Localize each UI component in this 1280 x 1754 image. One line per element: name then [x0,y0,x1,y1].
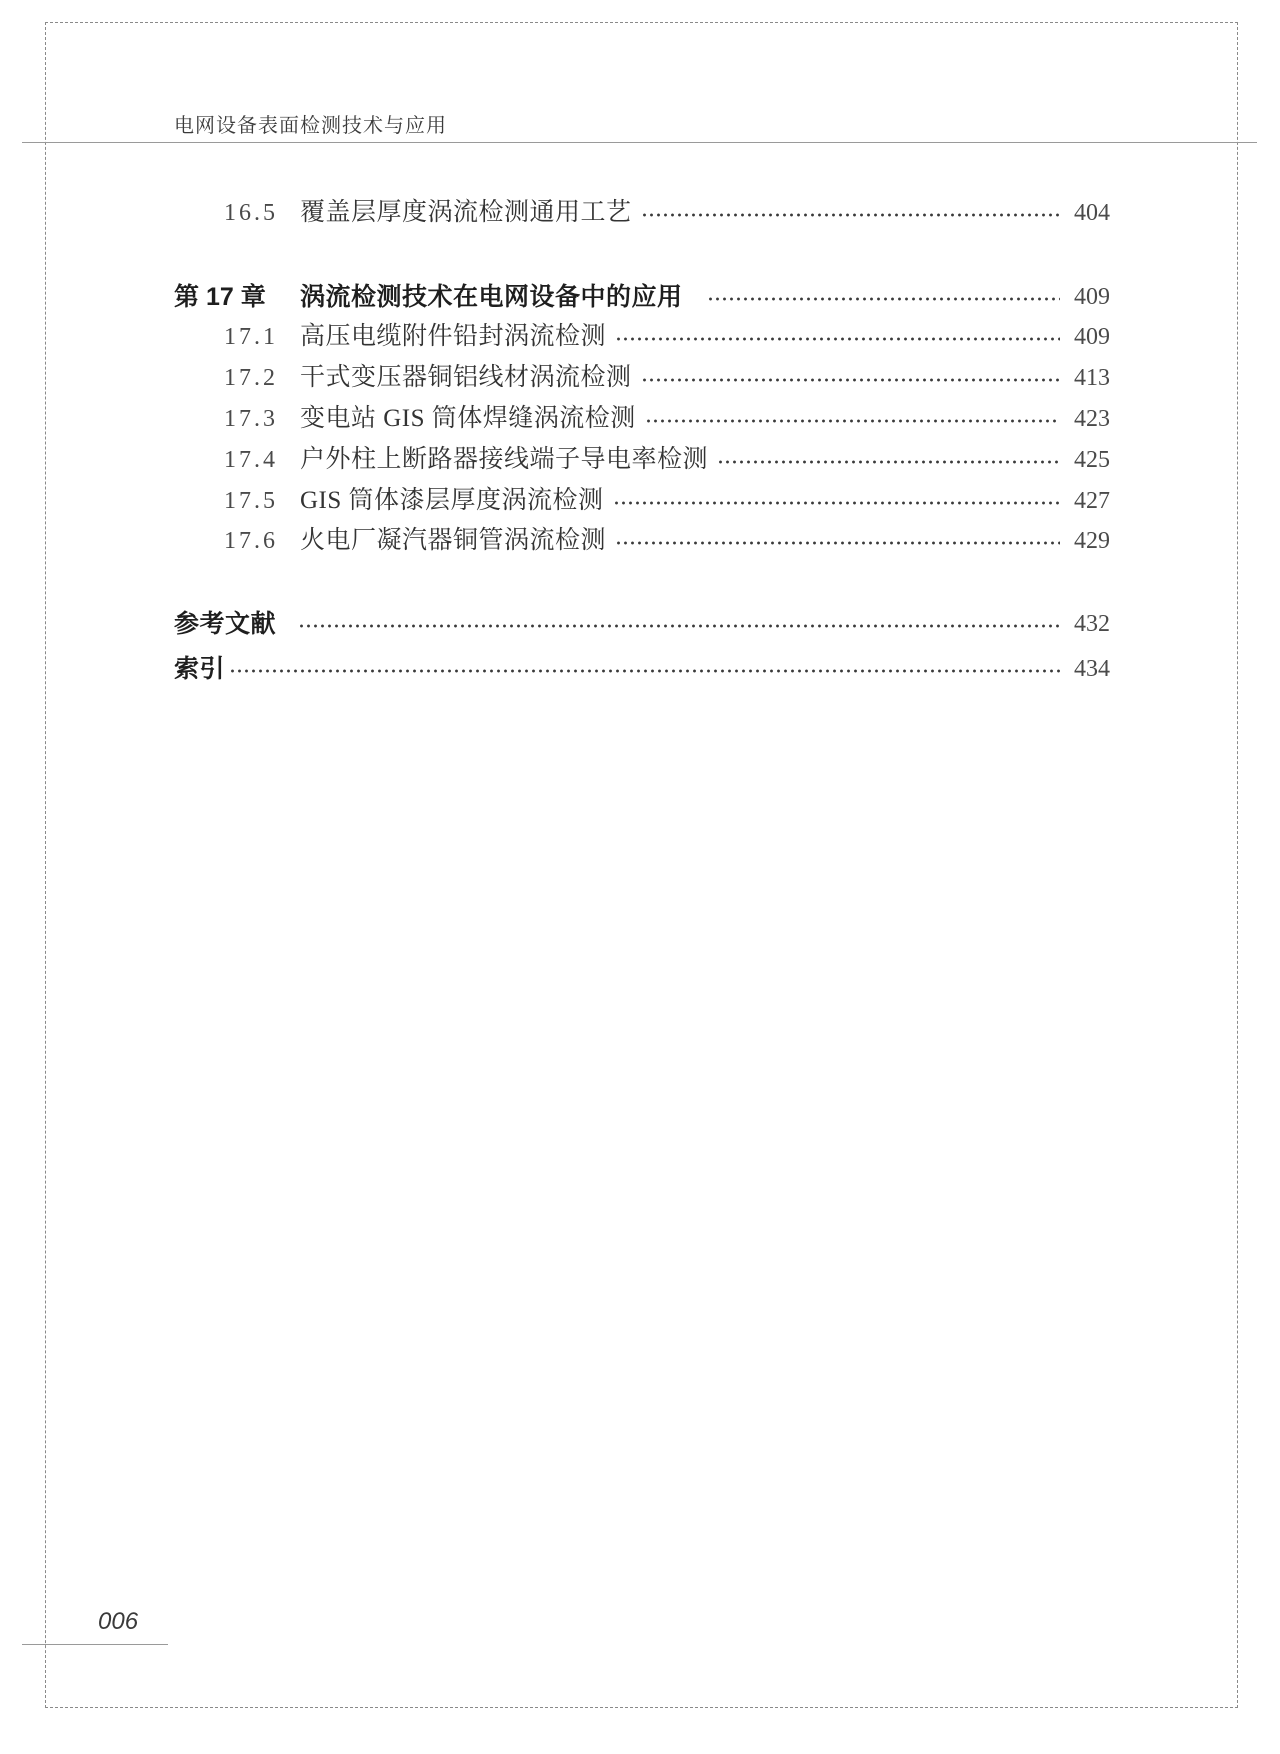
section-number: 17.6 [224,528,278,554]
toc-entry-references [174,607,1110,641]
dot-leader [615,337,1060,341]
dot-leader [641,378,1060,382]
header-rule [22,142,1257,143]
toc-entry-17-3 [224,402,1110,436]
page-number: 413 [1074,365,1110,391]
section-number: 17.1 [224,324,278,350]
section-number: 17.4 [224,447,278,473]
toc-entry-17-4 [224,443,1110,477]
dot-leader [645,419,1060,423]
dot-leader [229,669,1060,673]
toc-entry-17-1 [224,320,1110,354]
section-number: 17.5 [224,488,278,514]
section-number: 17.2 [224,365,278,391]
toc-entry-17-5 [224,484,1110,518]
section-title: 高压电缆附件铅封涡流检测 [300,323,607,350]
section-title: 火电厂凝汽器铜管涡流检测 [300,527,607,554]
section-number: 17.3 [224,406,278,432]
section-number: 16.5 [224,200,278,226]
page-number: 404 [1074,200,1110,226]
toc-entry-17-6 [224,524,1110,558]
dot-leader [613,501,1060,505]
dot-leader [707,297,1060,301]
dot-leader [717,460,1060,464]
toc-entry-17-2 [224,361,1110,395]
back-matter-title: 参考文献 [174,610,277,638]
page-number: 409 [1074,324,1110,350]
page-number: 427 [1074,488,1110,514]
page-number: 429 [1074,528,1110,554]
dot-leader [298,624,1060,628]
dot-leader [615,541,1060,545]
chapter-title: 涡流检测技术在电网设备中的应用 [300,283,683,311]
page-number: 423 [1074,406,1110,432]
chapter-label: 第 17 章 [174,283,266,311]
toc-entry-index [174,652,1110,686]
page-number: 432 [1074,611,1110,637]
section-title: 变电站 GIS 筒体焊缝涡流检测 [300,405,636,432]
section-title: 干式变压器铜铝线材涡流检测 [300,364,632,391]
page-number: 409 [1074,284,1110,310]
folio-page-number: 006 [98,1608,139,1635]
section-title: GIS 筒体漆层厚度涡流检测 [300,487,604,514]
footer-rule [22,1644,168,1645]
section-title: 户外柱上断路器接线端子导电率检测 [300,446,709,473]
page-frame [45,22,1238,1708]
dot-leader [641,213,1060,217]
back-matter-title: 索引 [174,655,226,683]
page-number: 425 [1074,447,1110,473]
section-title: 覆盖层厚度涡流检测通用工艺 [300,199,632,226]
page-number: 434 [1074,656,1110,682]
toc-entry-16-5 [224,196,1110,230]
toc-chapter-17 [174,280,1110,314]
running-head-title: 电网设备表面检测技术与应用 [174,115,447,137]
